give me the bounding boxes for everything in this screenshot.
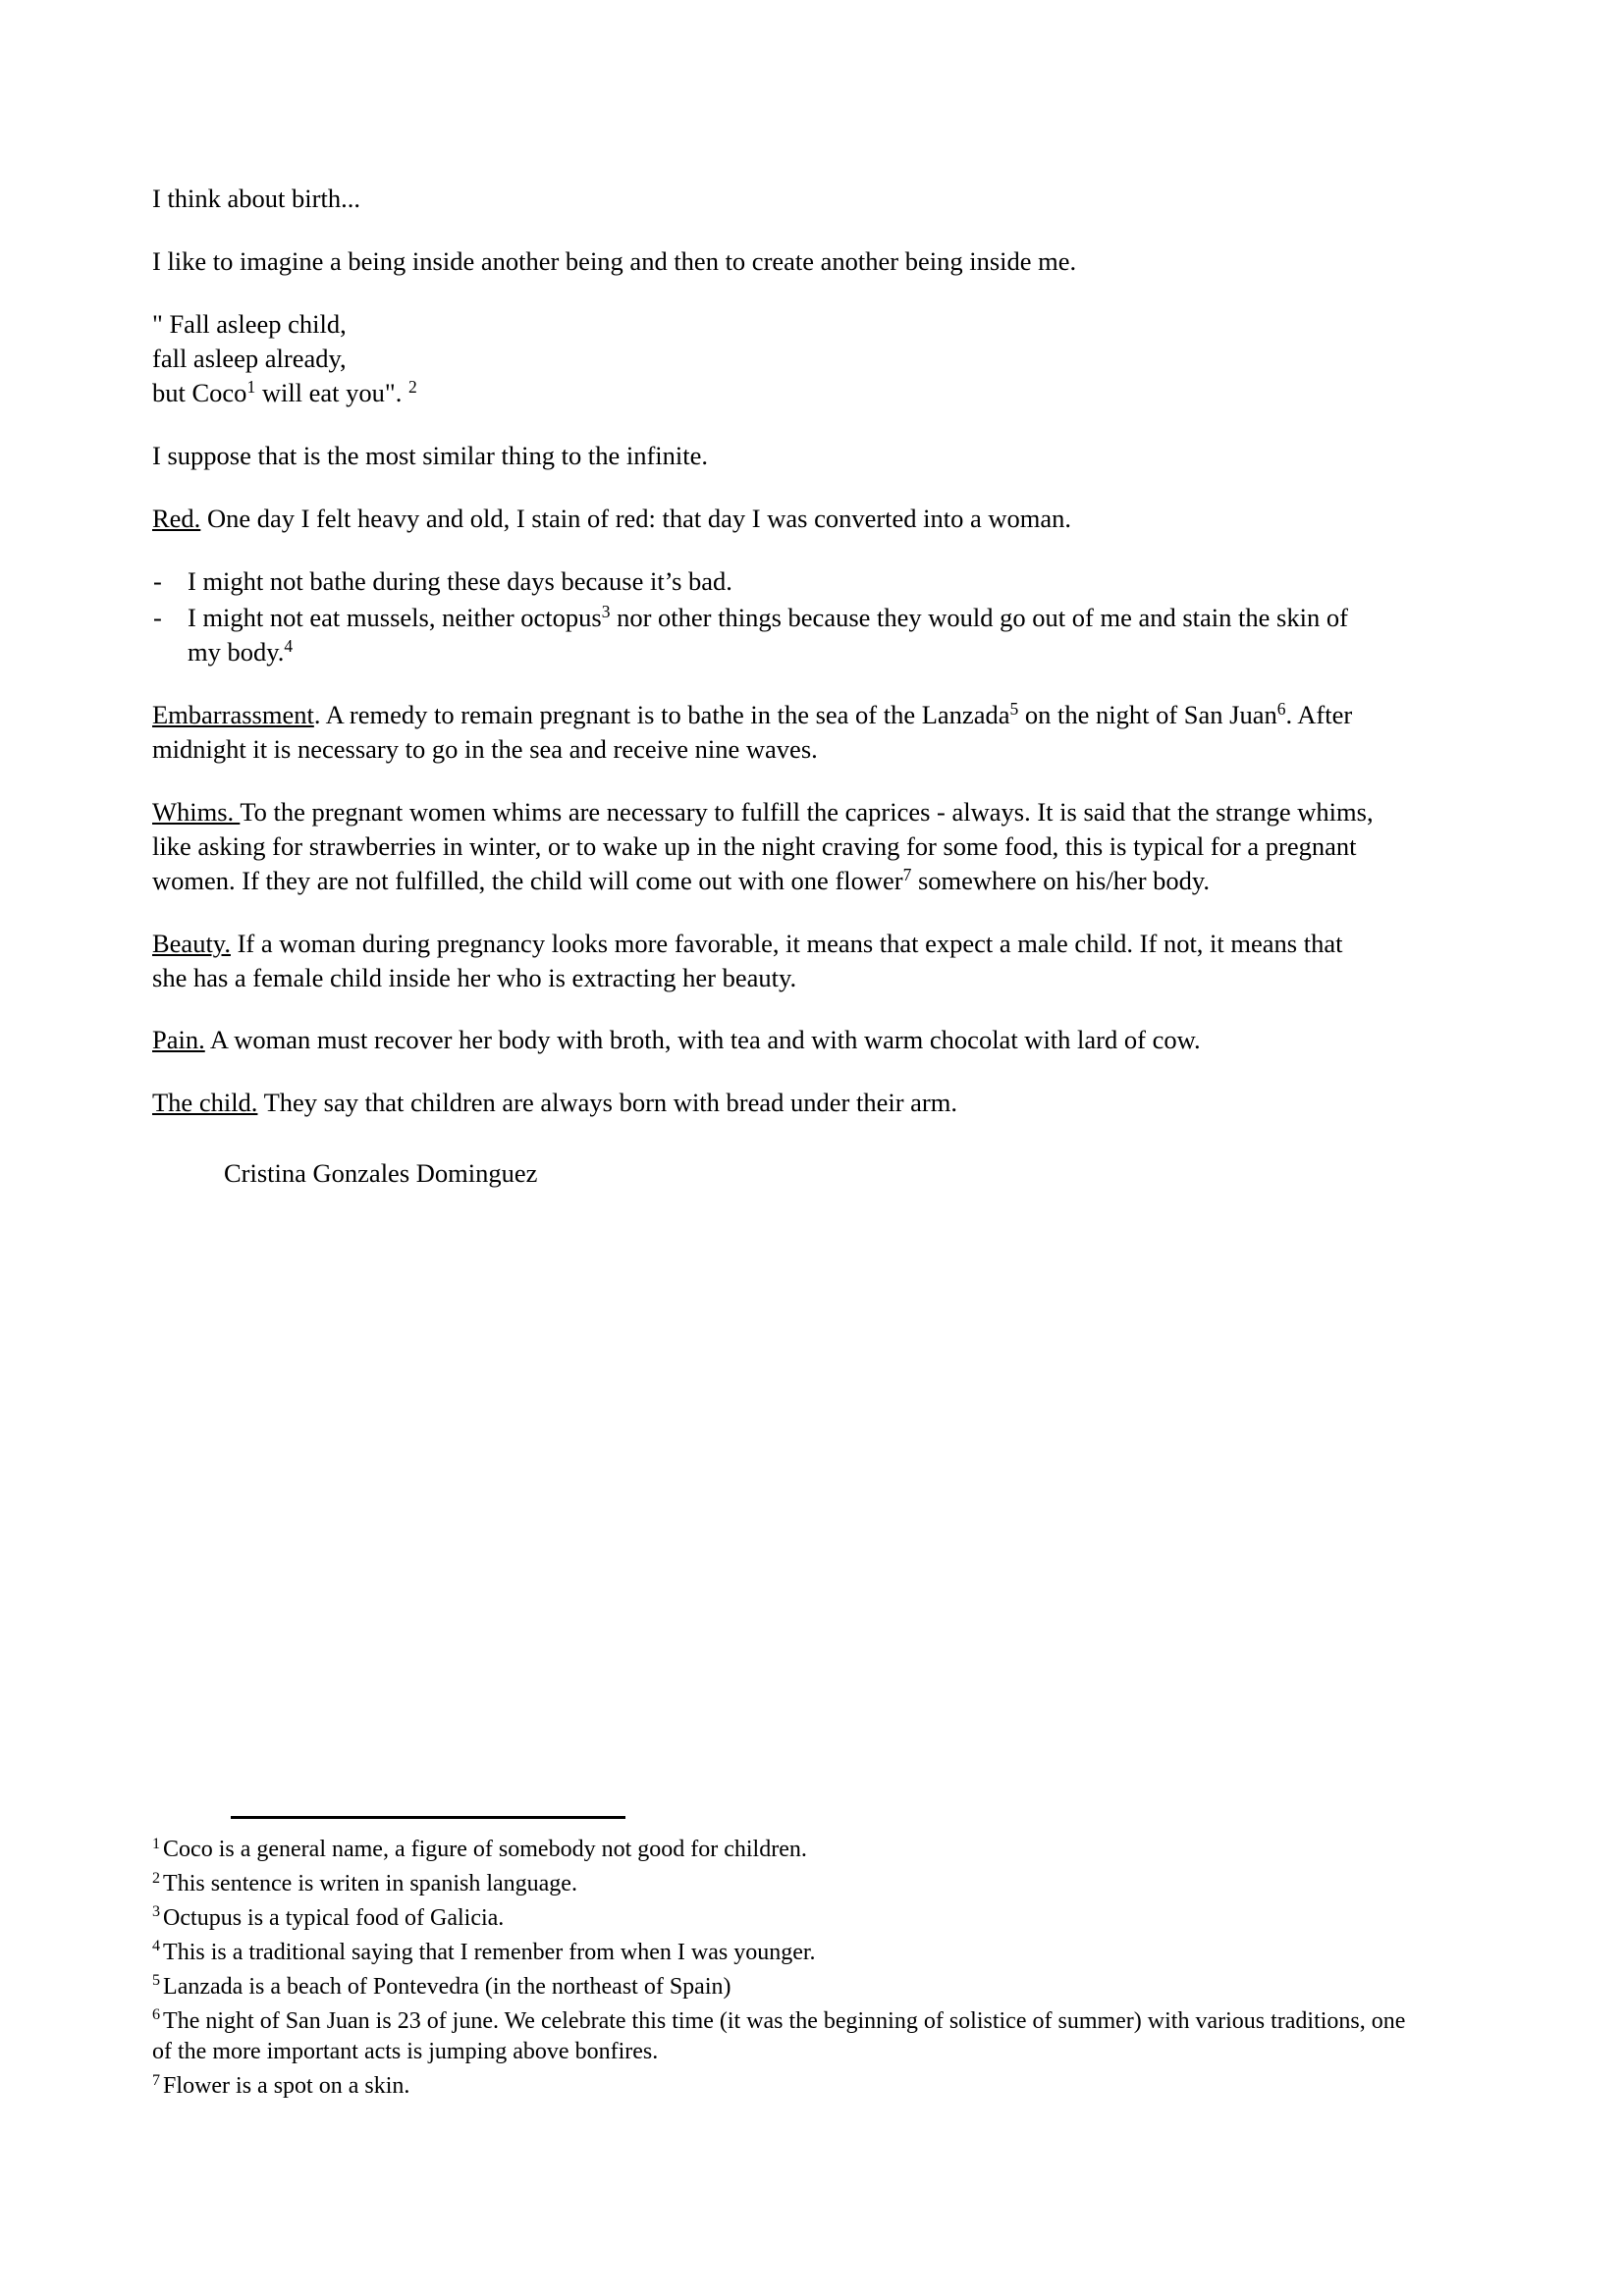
footnote-marker: 3 <box>152 1903 161 1921</box>
section-pain-heading: Pain. <box>152 1025 205 1055</box>
paragraph-birth: I think about birth... <box>152 184 360 213</box>
footnote-ref-2[interactable]: 2 <box>408 376 417 397</box>
section-red-heading: Red. <box>152 503 201 533</box>
section-embarrassment-text-a: . A remedy to remain pregnant is to bathe in the sea of the Lanzada <box>313 699 1010 729</box>
footnote-ref-5[interactable]: 5 <box>1009 698 1019 719</box>
footnote-2 <box>152 1869 1419 1900</box>
section-embarrassment-text-c: . After midnight it is necessary to go in the sea and receive nine waves. <box>152 699 1353 764</box>
footnote-marker: 4 <box>152 1938 161 1955</box>
section-red-text: One day I felt heavy and old, I stain of red: that day I was converted into a woman. <box>200 503 1072 533</box>
footnote-text: Octupus is a typical food of Galicia. <box>163 1904 505 1931</box>
paragraph-infinite: I suppose that is the most similar thing to the infinite. <box>152 440 709 470</box>
footnote-3 <box>152 1903 1419 1935</box>
section-red <box>152 502 1375 536</box>
section-embarrassment <box>152 698 1375 767</box>
section-pain-text: A woman must recover her body with broth, with tea and with warm chocolat with lard of cow. <box>204 1025 1201 1055</box>
bullet-list <box>152 564 1375 669</box>
section-pain <box>152 1023 1375 1057</box>
footnote-text: This sentence is writen in spanish language. <box>163 1870 577 1896</box>
footnote-ref-7[interactable]: 7 <box>902 864 912 884</box>
list-item-text: I might not eat mussels, neither octopus <box>188 602 602 632</box>
bullet-dash-icon: - <box>153 602 162 632</box>
footnote-marker: 1 <box>152 1835 161 1852</box>
section-beauty-heading: Beauty. <box>152 928 231 958</box>
section-beauty-text: If a woman during pregnancy looks more favorable, it means that expect a male child. If not, it means that she has a female child inside her who is extracting her beauty. <box>152 928 1343 992</box>
footnote-marker: 5 <box>152 1972 161 1990</box>
section-whims-heading: Whims. <box>152 796 241 827</box>
section-the-child <box>152 1086 1375 1120</box>
footnote-marker: 6 <box>152 2006 161 2024</box>
footnote-text: This is a traditional saying that I remenber from when I was younger. <box>163 1939 816 1965</box>
list-item-text-cont: nor other things because they would go out of me and stain the skin of my body. <box>188 602 1348 667</box>
document-body <box>152 182 1375 1191</box>
section-embarrassment-heading: Embarrassment <box>152 699 314 729</box>
section-whims-text-b: somewhere on his/her body. <box>911 865 1211 895</box>
section-embarrassment-text-b: on the night of San Juan <box>1018 699 1277 729</box>
poem-line-3-text: but Coco <box>152 377 247 407</box>
footnote-marker: 2 <box>152 1869 161 1887</box>
footnote-4 <box>152 1938 1419 1969</box>
poem-line-3 <box>152 376 1375 410</box>
section-the-child-text: They say that children are always born with bread under their arm. <box>257 1088 957 1118</box>
footnote-6 <box>152 2006 1419 2069</box>
list-item-text: I might not bathe during these days because it’s bad. <box>188 565 732 596</box>
author-signature: Cristina Gonzales Dominguez <box>224 1158 538 1189</box>
section-whims-text-a: To the pregnant women whims are necessary to fulfill the caprices - always. It is said that the strange whims, like asking for strawberries in winter, or to wake up in the night craving for some food, this is typical for a pregnant women. If they are not fulfilled, the child will come out with one flower <box>152 796 1374 895</box>
footnote-separator-rule <box>231 1816 625 1819</box>
poem-line-1: " Fall asleep child, <box>152 308 347 339</box>
poem-block <box>152 307 1375 410</box>
footnote-text: Coco is a general name, a figure of somebody not good for children. <box>163 1837 807 1862</box>
footnote-1 <box>152 1835 1419 1866</box>
footnote-marker: 7 <box>152 2071 161 2089</box>
poem-line-2: fall asleep already, <box>152 343 347 373</box>
paragraph-imagine: I like to imagine a being inside another being and then to create another being inside me. <box>152 245 1077 276</box>
list-item <box>152 564 1375 599</box>
footnote-text: Flower is a spot on a skin. <box>163 2073 410 2100</box>
poem-line-3-text-mid: will eat you". <box>255 377 408 407</box>
footnote-5 <box>152 1972 1419 2003</box>
footnote-ref-6[interactable]: 6 <box>1276 698 1286 719</box>
footnote-ref-3[interactable]: 3 <box>601 601 611 621</box>
section-whims <box>152 795 1375 898</box>
section-beauty <box>152 927 1375 995</box>
footnotes-area <box>152 1816 1419 2106</box>
section-the-child-heading: The child. <box>152 1088 258 1118</box>
footnote-ref-4[interactable]: 4 <box>284 635 294 656</box>
bullet-dash-icon: - <box>153 565 162 596</box>
list-item <box>152 601 1375 669</box>
footnote-ref-1[interactable]: 1 <box>246 376 256 397</box>
footnote-7 <box>152 2071 1419 2103</box>
footnote-text: The night of San Juan is 23 of june. We celebrate this time (it was the beginning of solistice of summer) with various traditions, one of the more important acts is jumping above bonfires. <box>152 2007 1406 2065</box>
footnote-text: Lanzada is a beach of Pontevedra (in the northeast of Spain) <box>163 1973 731 2000</box>
